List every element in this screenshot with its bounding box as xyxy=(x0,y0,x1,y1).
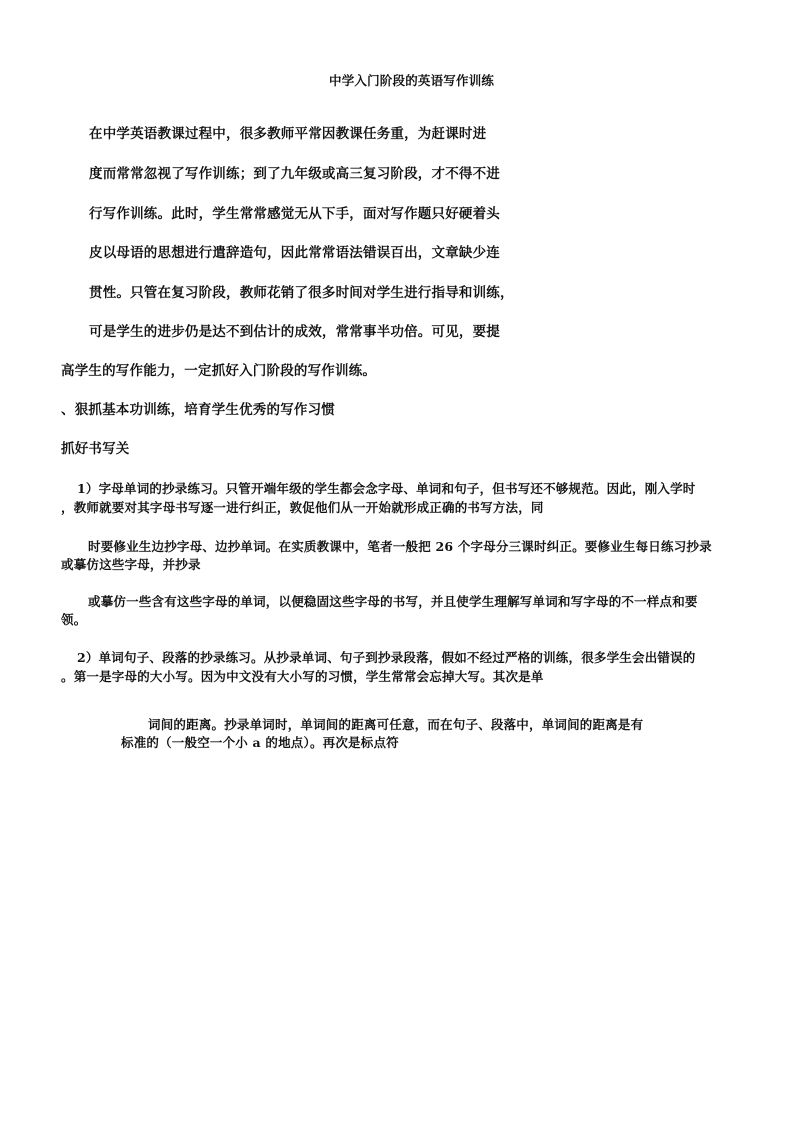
item1-line: ，教师就要对其字母书写逐一进行纠正，敦促他们从一开始就形成正确的书写方法，同 xyxy=(61,500,544,515)
intro-line: 贯性。只管在复习阶段，教师花销了很多时间对学生进行指导和训练， xyxy=(89,285,514,301)
item2-line: 2）单词句子、段落的抄录练习。从抄录单词、句子到抄录段落，假如不经过严格的训练，很多学生会出错误的 xyxy=(77,650,696,665)
intro-line: 行写作训练。此时，学生常常感觉无从下手，面对写作题只好硬着头 xyxy=(89,206,500,222)
intro-line: 在中学英语教课过程中，很多教师平常因教课任务重，为赶课时进 xyxy=(89,126,487,142)
section-heading: 、狠抓基本功训练，培育学生优秀的写作习惯 xyxy=(61,402,335,418)
intro-line: 度而常常忽视了写作训练；到了九年级或高三复习阶段，才不得不进 xyxy=(89,166,500,182)
intro-line: 可是学生的进步仍是达不到估计的成效，常常事半功倍。可见，要提 xyxy=(89,324,500,340)
item2-line: 词间的距离。抄录单词时，单词间的距离可任意，而在句子、段落中，单词间的距离是有 xyxy=(148,717,644,732)
item2-line: 标准的（一般空一个小 a 的地点）。再次是标点符 xyxy=(121,735,399,750)
item1-line: 或摹仿一些含有这些字母的单词，以便稳固这些字母的书写，并且使学生理解写单词和写字母的不一样点和要 xyxy=(88,594,698,609)
document-title: 中学入门阶段的英语写作训练 xyxy=(329,73,495,88)
item1-line: 时要修业生边抄字母、边抄单词。在实质教课中，笔者一般把 26 个字母分三课时纠正。要修业生每日练习抄录 xyxy=(88,539,712,554)
intro-line: 高学生的写作能力，一定抓好入门阶段的写作训练。 xyxy=(61,363,377,379)
intro-line: 皮以母语的思想进行遣辞造句，因此常常语法错误百出，文章缺少连 xyxy=(89,245,500,261)
item1-line: 1）字母单词的抄录练习。只管开端年级的学生都会念字母、单词和句子，但书写还不够规范。因此，刚入学时 xyxy=(77,481,696,496)
item2-line: 。第一是字母的大小写。因为中文没有大小写的习惯，学生常常会忘掉大写。其次是单 xyxy=(61,669,544,684)
item1-line: 或摹仿这些字母，并抄录 xyxy=(61,557,201,572)
item1-line: 领。 xyxy=(61,612,87,627)
sub-heading: 抓好书写关 xyxy=(61,441,130,457)
